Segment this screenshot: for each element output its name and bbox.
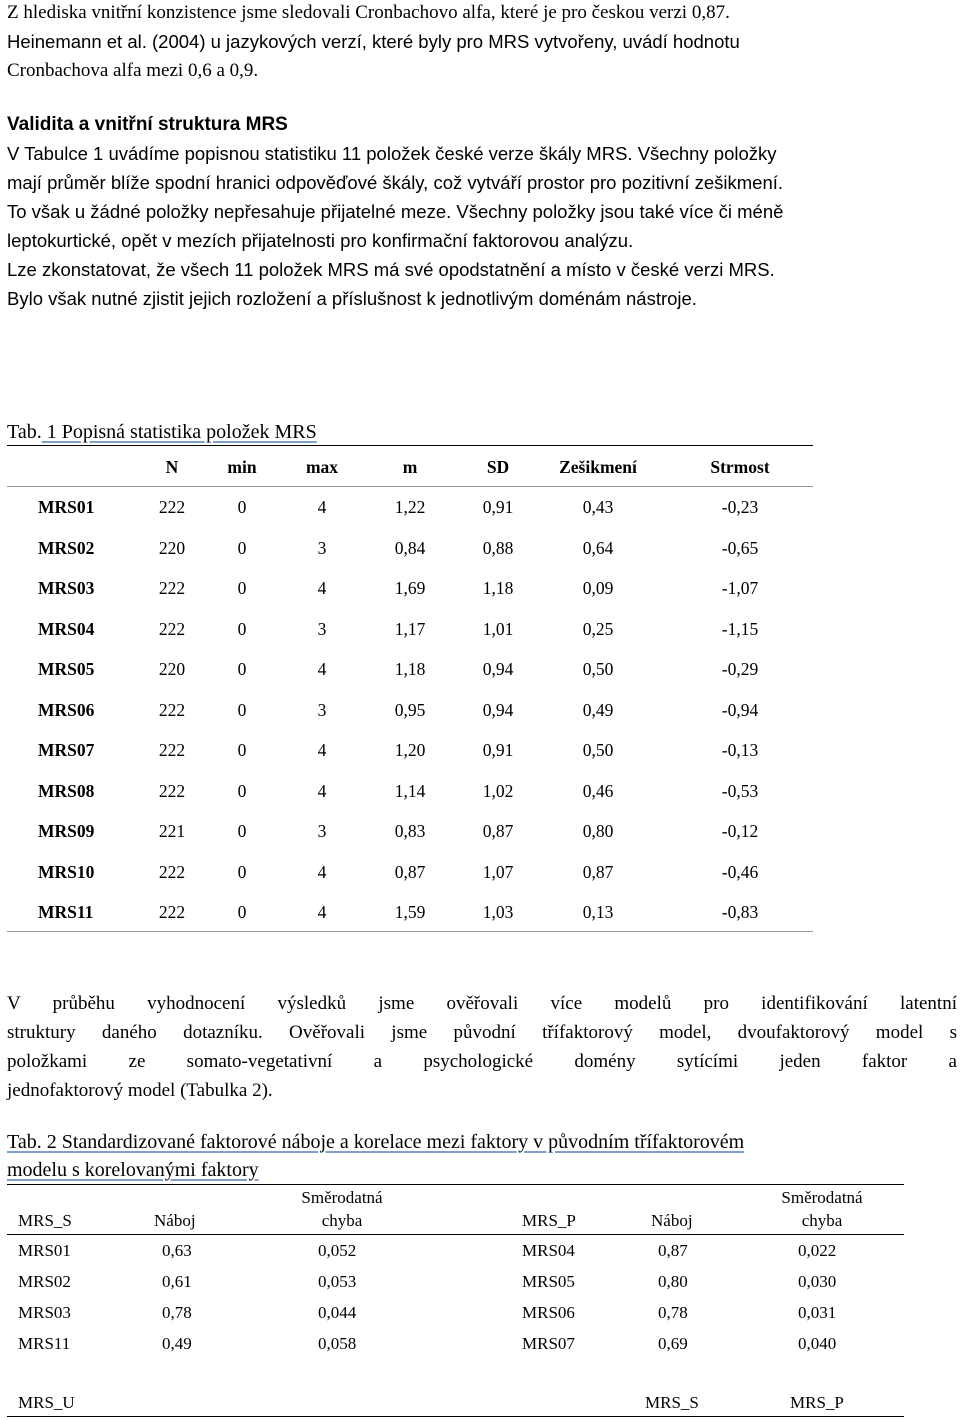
table1-rule: [7, 445, 813, 446]
table2-header-naboj-2: Náboj: [651, 1211, 693, 1230]
table1-cell: -0,23: [721, 497, 759, 517]
table1-cell: 4: [317, 862, 327, 882]
table2-cell: 0,053: [318, 1272, 357, 1291]
table1-cell: 0,43: [582, 497, 614, 517]
table2-cell: 0,022: [798, 1241, 837, 1260]
table1-cell: 0,87: [482, 821, 514, 841]
intro-line-1: Z hlediska vnitřní konzistence jsme sledovali Cronbachovo alfa, které je pro českou verzi 0,87.: [7, 2, 730, 23]
paragraph2-line-3-text: položkami ze somato-vegetativní a psychologické domény sytícími jeden faktor a: [7, 1051, 957, 1072]
table2-cell: MRS11: [18, 1334, 71, 1353]
section-line-1: V Tabulce 1 uvádíme popisnou statistiku 11 položek české verze škály MRS. Všechny položky: [7, 143, 777, 164]
table1-header-cell: m: [402, 457, 418, 477]
table1-cell: 220: [158, 659, 186, 679]
table1-cell: 0: [237, 862, 247, 882]
table2-header-se-1-top: Směrodatná: [301, 1188, 383, 1207]
section-line-3: To však u žádné položky nepřesahuje přijatelné meze. Všechny položky jsou také více či méně: [7, 201, 784, 222]
table1-cell: 3: [317, 821, 327, 841]
table1-cell: 4: [317, 659, 327, 679]
table1-cell: 1,01: [482, 619, 514, 639]
table1-cell: 0: [237, 578, 247, 598]
table2-footer-mrs-p: MRS_P: [790, 1393, 844, 1412]
table2-cell: MRS07: [522, 1334, 575, 1353]
table2-cell: 0,031: [798, 1303, 837, 1322]
table1-cell: 3: [317, 700, 327, 720]
table1-cell: 1,59: [394, 902, 426, 922]
table1-cell: 0,91: [482, 740, 514, 760]
table1-cell: 0,09: [582, 578, 614, 598]
table1-cell: 0,87: [394, 862, 426, 882]
paragraph2-line-3: [7, 1047, 957, 1076]
table1-row-label: MRS10: [38, 862, 95, 882]
table1-cell: -0,94: [721, 700, 759, 720]
table1-cell: 0: [237, 538, 247, 558]
table1-caption-title: 1 Popisná statistika položek MRS: [41, 421, 317, 443]
table1-cell: 3: [317, 538, 327, 558]
intro-line-2: [7, 27, 740, 56]
table1-cell: -1,07: [721, 578, 759, 598]
table2-cell: 0,040: [798, 1334, 837, 1353]
table1-cell: 220: [158, 538, 186, 558]
table2-cell: 0,030: [798, 1272, 837, 1291]
table1-cell: 0,88: [482, 538, 514, 558]
table1-cell: 0: [237, 902, 247, 922]
table1-cell: 0,50: [582, 659, 614, 679]
table1-cell: 222: [158, 862, 186, 882]
table2-cell: 0,87: [658, 1241, 688, 1260]
table1-row-label: MRS04: [38, 619, 95, 639]
table1-cell: 0,13: [582, 902, 614, 922]
intro-line-3: Cronbachova alfa mezi 0,6 a 0,9.: [7, 60, 259, 81]
table1-cell: 1,07: [482, 862, 514, 882]
table1-rule: [7, 931, 813, 932]
paragraph2-line-4-text: jednofaktorový model (Tabulka 2).: [7, 1080, 273, 1101]
table2-header-mrs-p: MRS_P: [522, 1211, 576, 1230]
table1-header-cell: max: [305, 457, 339, 477]
table2-cell: MRS05: [522, 1272, 575, 1291]
table1-cell: 0: [237, 619, 247, 639]
table2-cell: 0,058: [318, 1334, 357, 1353]
table2-header-naboj-1: Náboj: [154, 1211, 196, 1230]
table1-cell: 221: [158, 821, 186, 841]
table1-cell: 0: [237, 497, 247, 517]
table2-header-se-1-bottom: chyba: [321, 1211, 363, 1230]
table1-cell: 0,94: [482, 700, 514, 720]
table1-cell: 3: [317, 619, 327, 639]
table2-footer-mrs-s: MRS_S: [645, 1393, 699, 1412]
paragraph2-line-2: [7, 1018, 957, 1047]
table2-cell: MRS03: [18, 1303, 71, 1322]
table1-cell: 0: [237, 659, 247, 679]
table1-cell: -0,53: [721, 781, 759, 801]
table1-cell: 0,84: [394, 538, 426, 558]
table1-cell: 1,18: [482, 578, 514, 598]
table1-row-label: MRS06: [38, 700, 95, 720]
table1-cell: 1,18: [394, 659, 426, 679]
table2-cell: MRS01: [18, 1241, 71, 1260]
table2-cell: 0,63: [162, 1241, 192, 1260]
table2-cell: 0,80: [658, 1272, 688, 1291]
table2-cell: MRS02: [18, 1272, 71, 1291]
table2-header-mrs-s: MRS_S: [18, 1211, 72, 1230]
table1-row-label: MRS07: [38, 740, 95, 760]
table1-cell: 0,83: [394, 821, 426, 841]
table2-rule: [7, 1416, 904, 1417]
paragraph2-line-1-text: V průběhu vyhodnocení výsledků jsme ověřovali více modelů pro identifikování latentní: [7, 993, 957, 1014]
table1-cell: 1,69: [394, 578, 426, 598]
table1-cell: 1,14: [394, 781, 426, 801]
table1-cell: 222: [158, 619, 186, 639]
table2-cell: 0,052: [318, 1241, 357, 1260]
table1-cell: 1,20: [394, 740, 426, 760]
section-line-5: Lze zkonstatovat, že všech 11 položek MRS má své opodstatnění a místo v české verzi MRS.: [7, 259, 775, 280]
table2-caption-line-2: modelu s korelovanými faktory: [7, 1159, 259, 1181]
table1-header-cell: Strmost: [710, 457, 770, 477]
paragraph2-line-4: [7, 1076, 957, 1105]
table2-rule: [7, 1184, 904, 1185]
section-line-2: mají průměr blíže spodní hranici odpověďové škály, což vytváří prostor pro pozitivní zešikmení.: [7, 172, 784, 193]
table1-cell: 0,46: [582, 781, 614, 801]
table1-cell: 4: [317, 902, 327, 922]
table1-cell: 0,49: [582, 700, 614, 720]
table2-header-se-2-bottom: chyba: [801, 1211, 843, 1230]
table1-cell: 0,91: [482, 497, 514, 517]
table1-cell: -0,29: [721, 659, 759, 679]
table1-cell: 222: [158, 578, 186, 598]
table1-cell: 222: [158, 497, 186, 517]
table1-header-cell: SD: [486, 457, 510, 477]
table1-cell: -1,15: [721, 619, 759, 639]
table1-cell: 4: [317, 578, 327, 598]
table1-caption: [7, 417, 317, 447]
table1-cell: 222: [158, 700, 186, 720]
table2-footer-mrs-u: MRS_U: [18, 1393, 75, 1412]
table1-row-label: MRS03: [38, 578, 95, 598]
table1-cell: 4: [317, 497, 327, 517]
table2-cell: 0,61: [162, 1272, 192, 1291]
table1-cell: 4: [317, 740, 327, 760]
table1-cell: -0,83: [721, 902, 759, 922]
table1-cell: 222: [158, 781, 186, 801]
table2-rule: [7, 1234, 904, 1235]
table1-row-label: MRS11: [38, 902, 94, 922]
table2-header-se-2-top: Směrodatná: [781, 1188, 863, 1207]
table1-cell: -0,12: [721, 821, 759, 841]
table1-row-label: MRS05: [38, 659, 95, 679]
table2-cell: MRS04: [522, 1241, 575, 1260]
table1-cell: 0: [237, 740, 247, 760]
table1-cell: 1,02: [482, 781, 514, 801]
table1-header-cell: Zešikmení: [559, 457, 637, 477]
table1-cell: -0,13: [721, 740, 759, 760]
table2-cell: 0,69: [658, 1334, 688, 1353]
table1-cell: 1,17: [394, 619, 426, 639]
table1-cell: 1,22: [394, 497, 426, 517]
table1-cell: 222: [158, 740, 186, 760]
table1-cell: 0,64: [582, 538, 614, 558]
section-line-4: leptokurtické, opět v mezích přijatelnosti pro konfirmační faktorovou analýzu.: [7, 230, 634, 251]
intro-line-2-text: Heinemann et al. (2004) u jazykových verzí, které byly pro MRS vytvořeny, uvádí hodnotu: [7, 31, 740, 52]
table2-cell: 0,78: [162, 1303, 192, 1322]
table1-cell: 0,95: [394, 700, 426, 720]
section-heading: Validita a vnitřní struktura MRS: [7, 114, 288, 135]
table1-row-label: MRS09: [38, 821, 95, 841]
table1-cell: 0,25: [582, 619, 614, 639]
table2-cell: 0,78: [658, 1303, 688, 1322]
table2-cell: MRS06: [522, 1303, 575, 1322]
table2-caption: [7, 1128, 957, 1184]
table1-cell: 0,50: [582, 740, 614, 760]
table1-caption-prefix: Tab.: [7, 421, 42, 443]
table1-cell: 1,03: [482, 902, 514, 922]
table1-cell: 0: [237, 700, 247, 720]
table1-cell: 0: [237, 821, 247, 841]
table1-cell: 4: [317, 781, 327, 801]
table1-cell: 0,80: [582, 821, 614, 841]
paragraph2-line-1: [7, 989, 957, 1018]
table1-row-label: MRS08: [38, 781, 95, 801]
table1-cell: 0,87: [582, 862, 614, 882]
table1-cell: 0: [237, 781, 247, 801]
table1-cell: -0,65: [721, 538, 759, 558]
table1-header-cell: min: [227, 457, 257, 477]
table2-caption-line-1: Tab. 2 Standardizované faktorové náboje a korelace mezi faktory v původním třífaktorovém: [7, 1131, 745, 1153]
table1-header-cell: N: [165, 457, 179, 477]
table2-cell: 0,49: [162, 1334, 192, 1353]
table1-cell: 222: [158, 902, 186, 922]
table1-rule: [7, 486, 813, 487]
table1-cell: -0,46: [721, 862, 759, 882]
table2-cell: 0,044: [318, 1303, 357, 1322]
table1-cell: 0,94: [482, 659, 514, 679]
table1-row-label: MRS02: [38, 538, 95, 558]
section-line-6: Bylo však nutné zjistit jejich rozložení a příslušnost k jednotlivým doménám nástroje.: [7, 288, 697, 309]
paragraph2-line-2-text: struktury daného dotazníku. Ověřovali jsme původní třífaktorový model, dvoufaktorový model s: [7, 1022, 957, 1043]
table1-row-label: MRS01: [38, 497, 95, 517]
